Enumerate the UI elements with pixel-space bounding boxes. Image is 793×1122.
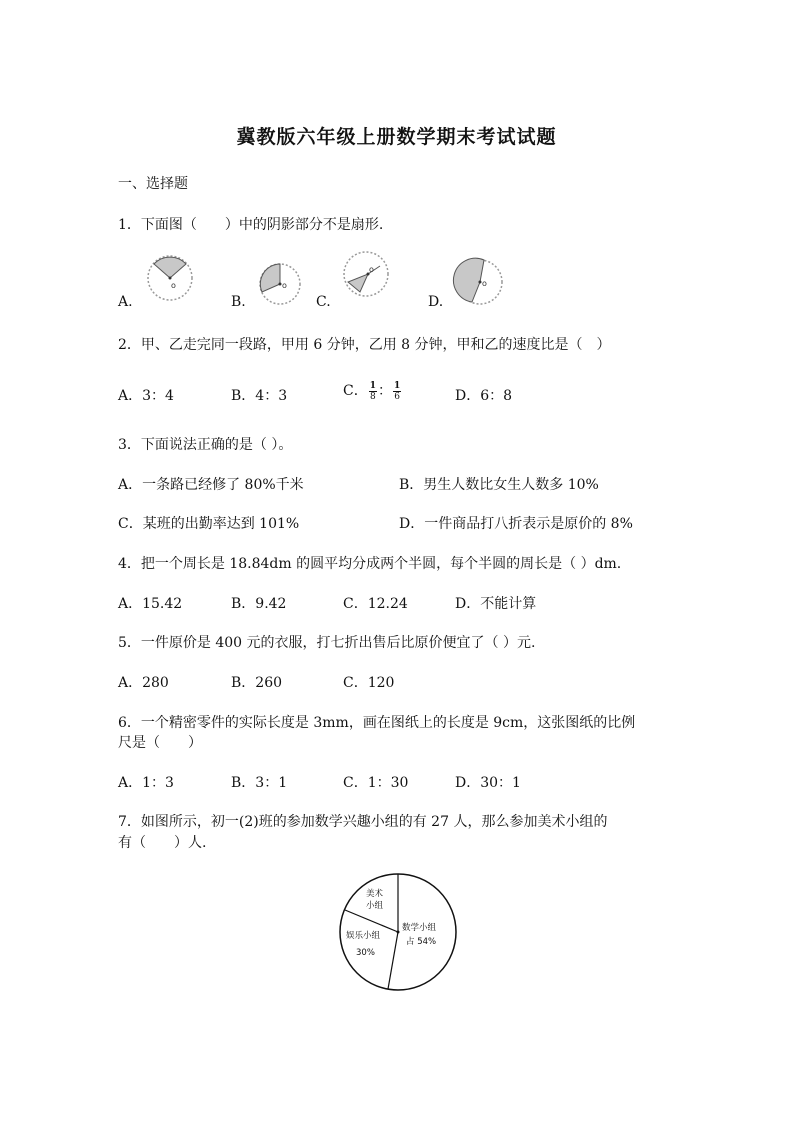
q2-option-c-prefix: C． (343, 383, 368, 399)
q5-option-a: A．280 (118, 675, 169, 691)
q4-option-c: C．12.24 (343, 596, 408, 612)
question-6-line-2: 尺是（ ） (118, 735, 202, 751)
q4-option-a: A．15.42 (118, 596, 183, 612)
svg-text:o: o (171, 281, 176, 290)
question-2-text: 2．甲、乙走完同一段路，甲用 6 分钟，乙用 8 分钟，甲和乙的速度比是（ ） (118, 337, 611, 353)
question-4-text: 4．把一个周长是 18.84dm 的圆平均分成两个半圆，每个半圆的周长是（ ）dm. (118, 556, 622, 572)
figure-a-sector (142, 250, 200, 308)
option-a-label: A. (118, 294, 133, 310)
q3-option-c: C．某班的出勤率达到 101% (118, 516, 300, 532)
svg-text:o: o (282, 281, 287, 290)
q4-option-b: B．9.42 (231, 596, 287, 612)
q2-option-c (343, 380, 402, 402)
ratio-separator: ： (377, 383, 392, 399)
q3-option-d: D．一件商品打八折表示是原价的 8% (399, 516, 633, 532)
section-heading: 一、选择题 (118, 176, 188, 192)
pie-center (397, 931, 400, 934)
q5-option-c: C．120 (343, 675, 395, 691)
q4-option-d: D．不能计算 (455, 596, 537, 612)
option-d-label: D. (428, 294, 444, 310)
fraction-one-eighth: $\frac{1}{8}$ (369, 380, 376, 402)
fraction-one-sixth: $\frac{1}{6}$ (393, 380, 401, 402)
q3-option-a: A．一条路已经修了 80%千米 (118, 477, 304, 493)
question-5-text: 5．一件原价是 400 元的衣服，打七折出售后比原价便宜了（ ）元. (118, 635, 536, 651)
question-7-line-2: 有（ ）人. (118, 835, 207, 851)
q5-option-b: B．260 (231, 675, 283, 691)
entertainment-group-label-2: 30% (356, 948, 375, 958)
q6-option-d: D．30：1 (455, 775, 521, 791)
page-title: 冀教版六年级上册数学期末考试试题 (236, 126, 557, 148)
option-c-label: C. (316, 294, 331, 310)
q3-option-b: B．男生人数比女生人数多 10% (399, 477, 599, 493)
option-b-label: B. (231, 294, 246, 310)
figure-d-sector (452, 254, 508, 310)
question-7-line-1: 7．如图所示，初一(2)班的参加数学兴趣小组的有 27 人，那么参加美术小组的 (118, 814, 608, 830)
art-group-label-1: 美术 (366, 889, 384, 899)
q2-option-a: A．3：4 (118, 388, 174, 404)
q6-option-b: B．3：1 (231, 775, 288, 791)
question-1-text: 1．下面图（ ）中的阴影部分不是扇形. (118, 217, 384, 233)
question-3-text: 3．下面说法正确的是（ ）。 (118, 437, 293, 453)
figure-b-sector (254, 258, 306, 310)
svg-text:o: o (369, 265, 374, 274)
q2-option-b: B．4：3 (231, 388, 288, 404)
q6-option-a: A．1：3 (118, 775, 174, 791)
art-group-label-2: 小组 (366, 901, 384, 911)
svg-text:o: o (482, 279, 487, 288)
question-6-line-1: 6．一个精密零件的实际长度是 3mm，画在图纸上的长度是 9cm，这张图纸的比例 (118, 715, 636, 731)
math-group-label-2: 占 54% (406, 937, 437, 947)
group-pie-chart (336, 870, 460, 994)
figure-c-shape (338, 248, 394, 304)
entertainment-group-label-1: 娱乐小组 (346, 931, 381, 941)
q2-option-d: D．6：8 (455, 388, 513, 404)
math-group-label-1: 数学小组 (402, 923, 437, 933)
q6-option-c: C．1：30 (343, 775, 409, 791)
